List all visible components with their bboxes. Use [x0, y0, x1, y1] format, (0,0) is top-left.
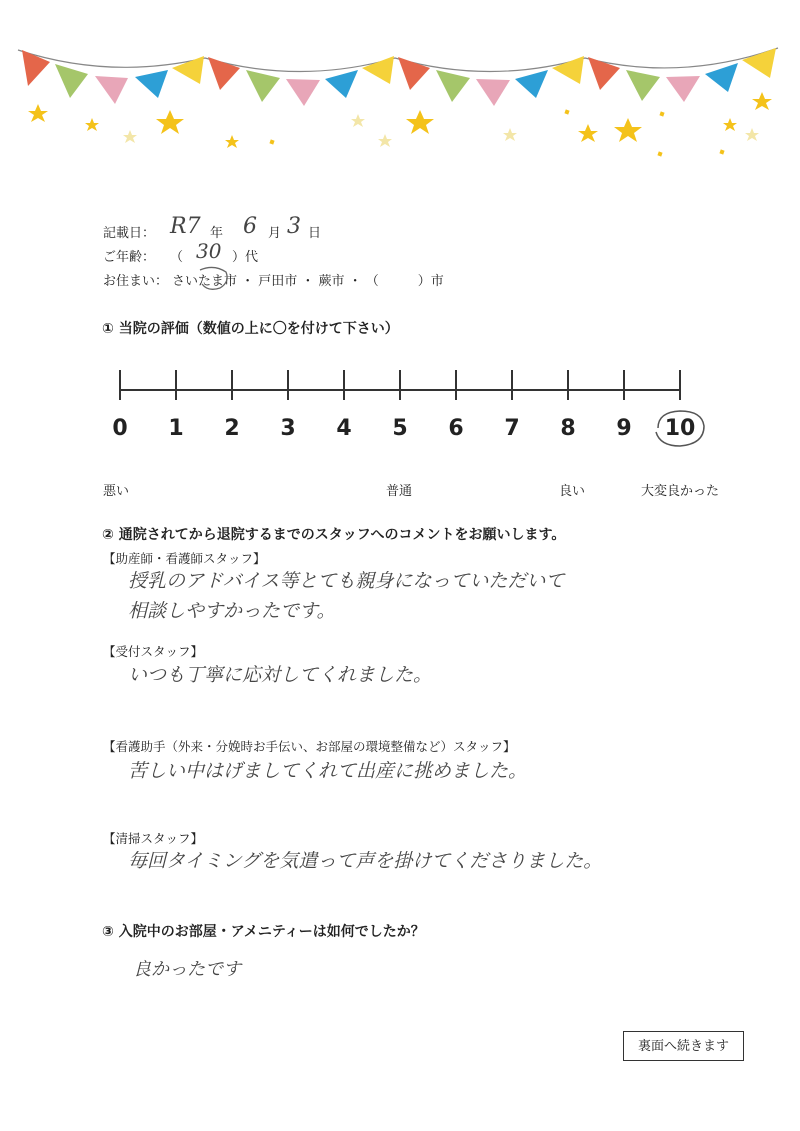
scale-value-5: 5: [392, 416, 408, 441]
date-day-value: 3: [287, 214, 301, 239]
cleaning-staff-heading: 【清掃スタッフ】: [103, 831, 204, 846]
date-month-value: 6: [243, 214, 257, 239]
label-good: 良い: [559, 484, 586, 499]
scale-value-0: 0: [112, 416, 128, 441]
rating-scale-line: [110, 360, 700, 410]
scale-value-3: 3: [280, 416, 296, 441]
year-unit: 年: [210, 226, 224, 241]
room-comment: 良かったです: [133, 959, 241, 980]
assistant-staff-heading: 【看護助手（外来・分娩時お手伝い、お部屋の環境整備など）スタッフ】: [103, 739, 516, 754]
age-close: ）代: [232, 250, 259, 265]
section2-title: ② 通院されてから退院するまでのスタッフへのコメントをお願いします。: [102, 527, 566, 543]
age-value: 30: [196, 239, 222, 263]
label-bad: 悪い: [103, 484, 130, 499]
cleaning-comment: 毎回タイミングを気遣って声を掛けてくださりました。: [128, 850, 603, 872]
address-circle-mark: [194, 262, 234, 294]
age-label: ご年齢：: [103, 250, 156, 265]
assistant-comment: 苦しい中はげましてくれて出産に挑めました。: [128, 760, 528, 782]
scale-value-1: 1: [168, 416, 184, 441]
label-very-good: 大変良かった: [641, 484, 720, 499]
date-label: 記載日：: [103, 226, 156, 241]
continue-on-back-note: 裏面へ続きます: [623, 1031, 744, 1061]
nurse-comment-line2: 相談しやすかったです。: [128, 600, 336, 622]
scale-value-10: 10: [664, 416, 696, 441]
address-label: お住まい：: [103, 274, 169, 289]
scale-value-4: 4: [336, 416, 352, 441]
scale-value-6: 6: [448, 416, 464, 441]
selected-rating-circle: [650, 406, 710, 452]
reception-comment: いつも丁寧に応対してくれました。: [128, 664, 433, 686]
bunting-decoration: [0, 0, 800, 170]
star-decoration: [28, 92, 772, 148]
scale-value-2: 2: [224, 416, 240, 441]
nurse-comment-line1: 授乳のアドバイス等とても親身になっていただいて: [128, 570, 565, 592]
bunting-flags: [22, 48, 776, 106]
day-unit: 日: [308, 226, 322, 241]
month-unit: 月: [268, 226, 282, 241]
date-era-value: R7: [170, 214, 201, 239]
section1-title: ① 当院の評価（数値の上に〇を付けて下さい）: [102, 321, 399, 337]
section3-title: ③ 入院中のお部屋・アメニティーは如何でしたか？: [102, 924, 425, 940]
scale-value-8: 8: [560, 416, 576, 441]
reception-staff-heading: 【受付スタッフ】: [103, 644, 204, 659]
label-normal: 普通: [386, 484, 413, 499]
age-open: （: [170, 250, 184, 265]
address-options: さいたま市 ・ 戸田市 ・ 蕨市 ・ （ ）市: [172, 274, 444, 289]
nurse-staff-heading: 【助産師・看護師スタッフ】: [103, 551, 266, 566]
scale-value-7: 7: [504, 416, 520, 441]
pale-star-decoration: [123, 114, 759, 147]
scale-value-9: 9: [616, 416, 632, 441]
